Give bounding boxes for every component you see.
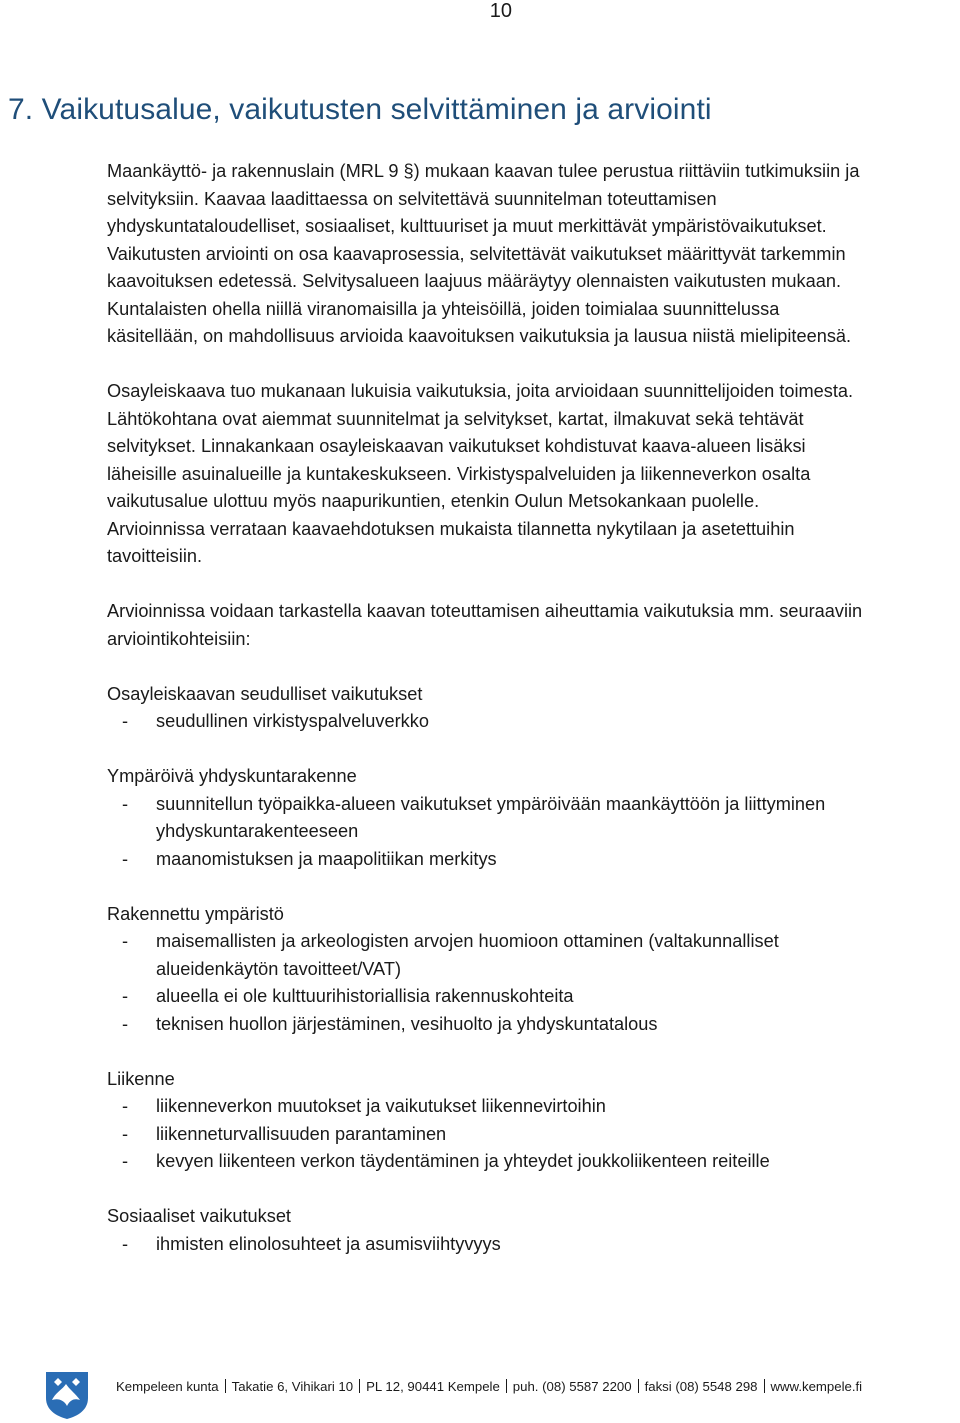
list-item-line: liikenneverkon muutokset ja vaikutukset liikennevirtoihin xyxy=(156,1096,606,1116)
list-item-line: maanomistuksen ja maapolitiikan merkitys xyxy=(156,848,497,869)
paragraph-line: kaavoituksen edetessä. Selvitysalueen laajuus määräytyy olennaisten vaikutusten mukaan. xyxy=(107,271,841,291)
list-item-text xyxy=(156,1148,770,1176)
paragraph xyxy=(107,378,957,571)
paragraph-line: yhdyskuntataloudelliset, sosiaaliset, kulttuuriset ja muut merkittävät ympäristövaikutukset. xyxy=(107,216,827,236)
bullet-dash: - xyxy=(122,986,129,1006)
paragraph xyxy=(107,158,957,351)
section-heading: 7. Vaikutusalue, vaikutusten selvittäminen ja arviointi xyxy=(8,93,712,126)
list-item xyxy=(107,1121,957,1149)
list-item xyxy=(107,846,957,874)
paragraph-line: Kuntalaisten ohella niillä viranomaisilla ja yhteisöillä, joiden toimialaa suunnittelussa xyxy=(107,298,780,319)
bullet-dash: - xyxy=(122,711,129,731)
assessment-section xyxy=(107,763,957,873)
list-item-line: ihmisten elinolosuhteet ja asumisviihtyvyys xyxy=(156,1233,501,1254)
list-item-text xyxy=(156,928,779,983)
paragraph-line: käsitellään, on mahdollisuus arvioida kaavoituksen vaikutuksia ja lausua niistä mielipiteensä. xyxy=(107,326,852,346)
page-footer xyxy=(0,1368,960,1423)
paragraph-line: Arvioinnissa voidaan tarkastella kaavan toteuttamisen aiheuttamia vaikutuksia mm. seuraaviin xyxy=(107,601,863,621)
list-item xyxy=(107,1011,957,1039)
paragraph-line: Osayleiskaava tuo mukanaan lukuisia vaikutuksia, joita arvioidaan suunnittelijoiden toimesta. xyxy=(107,381,854,401)
footer-part: Kempeleen kunta xyxy=(116,1379,219,1394)
paragraph-line: läheisille asuinalueille ja kuntakeskukseen. Virkistyspalveluiden ja liikenneverkon osalta xyxy=(107,463,811,484)
assessment-section xyxy=(107,1203,957,1258)
list-item-line: maisemallisten ja arkeologisten arvojen huomioon ottaminen (valtakunnalliset xyxy=(156,931,779,951)
footer-separator xyxy=(506,1379,507,1393)
list-item xyxy=(107,791,957,846)
section-title: Sosiaaliset vaikutukset xyxy=(107,1206,291,1226)
document-body xyxy=(107,158,957,1286)
bullet-dash: - xyxy=(122,1123,129,1144)
paragraph-line: selvityksiin. Kaavaa laadittaessa on selvitettävä suunnitelman toteuttamisen xyxy=(107,188,717,209)
paragraph-line: vaikutusalue ulottuu myös naapurikuntien, etenkin Oulun Metsokankaan puolelle. xyxy=(107,491,760,511)
list-item xyxy=(107,1093,957,1121)
list-item xyxy=(107,708,957,736)
list-item-text xyxy=(156,846,497,874)
assessment-section xyxy=(107,1066,957,1176)
paragraph-line: selvitykset. Linnakankaan osayleiskaavan vaikutukset kohdistuvat kaava-alueen lisäksi xyxy=(107,436,806,456)
kempele-coat-of-arms-icon xyxy=(44,1370,90,1420)
section-title: Rakennettu ympäristö xyxy=(107,903,284,924)
bullet-dash: - xyxy=(122,848,129,869)
footer-part: PL 12, 90441 Kempele xyxy=(366,1379,500,1394)
bullet-dash: - xyxy=(122,931,129,951)
footer-part: Takatie 6, Vihikari 10 xyxy=(231,1379,354,1394)
list-item-line: alueidenkäytön tavoitteet/VAT) xyxy=(156,958,401,979)
paragraph-line: arviointikohteisiin: xyxy=(107,628,251,649)
footer-separator xyxy=(225,1379,226,1393)
footer-separator xyxy=(764,1379,765,1393)
section-title: Liikenne xyxy=(107,1068,175,1089)
list-item-text xyxy=(156,1093,606,1121)
bullet-dash: - xyxy=(122,1096,129,1116)
paragraph-line: Arvioinnissa verrataan kaavaehdotuksen mukaista tilannetta nykytilaan ja asetettuihin xyxy=(107,518,795,539)
list-item-text xyxy=(156,791,825,846)
paragraph-line: tavoitteisiin. xyxy=(107,546,203,566)
bullet-dash: - xyxy=(122,793,129,814)
list-item xyxy=(107,928,957,983)
list-item-line: alueella ei ole kulttuurihistoriallisia rakennuskohteita xyxy=(156,986,574,1006)
list-item-text xyxy=(156,1121,446,1149)
intro-paragraphs xyxy=(107,158,957,653)
footer-part: puh. (08) 5587 2200 xyxy=(512,1379,632,1394)
footer-part: faksi (08) 5548 298 xyxy=(644,1379,758,1394)
assessment-section xyxy=(107,901,957,1039)
assessment-sections xyxy=(107,681,957,1259)
list-item-line: liikenneturvallisuuden parantaminen xyxy=(156,1123,447,1144)
list-item-line: kevyen liikenteen verkon täydentäminen ja yhteydet joukkoliikenteen reiteille xyxy=(156,1151,770,1171)
list-item-text xyxy=(156,1231,501,1259)
paragraph-line: Vaikutusten arviointi on osa kaavaprosessia, selvitettävät vaikutukset määrittyvät tarkemmin xyxy=(107,243,846,264)
footer-separator xyxy=(638,1379,639,1393)
footer-part: www.kempele.fi xyxy=(770,1379,863,1394)
list-item-line: yhdyskuntarakenteeseen xyxy=(156,821,359,841)
section-title: Osayleiskaavan seudulliset vaikutukset xyxy=(107,683,423,704)
footer-contact xyxy=(116,1379,862,1395)
assessment-section xyxy=(107,681,957,736)
bullet-dash: - xyxy=(122,1151,129,1171)
footer-separator xyxy=(359,1379,360,1393)
paragraph-line: Lähtökohtana ovat aiemmat suunnitelmat ja selvitykset, kartat, ilmakuvat sekä tehtävät xyxy=(107,408,804,429)
list-item-text xyxy=(156,983,574,1011)
list-item-text xyxy=(156,708,429,736)
list-item-line: suunnitellun työpaikka-alueen vaikutukset ympäröivään maankäyttöön ja liittyminen xyxy=(156,793,826,814)
list-item-text xyxy=(156,1011,657,1039)
list-item xyxy=(107,1231,957,1259)
page-number: 10 xyxy=(489,0,512,22)
list-item-line: teknisen huollon järjestäminen, vesihuolto ja yhdyskuntatalous xyxy=(156,1013,658,1034)
paragraph xyxy=(107,598,957,653)
bullet-dash: - xyxy=(122,1013,129,1034)
paragraph-line: Maankäyttö- ja rakennuslain (MRL 9 §) mukaan kaavan tulee perustua riittäviin tutkimuksiin ja xyxy=(107,161,860,181)
list-item xyxy=(107,1148,957,1176)
list-item-line: seudullinen virkistyspalveluverkko xyxy=(156,711,429,731)
list-item xyxy=(107,983,957,1011)
section-title: Ympäröivä yhdyskuntarakenne xyxy=(107,766,357,786)
bullet-dash: - xyxy=(122,1233,129,1254)
